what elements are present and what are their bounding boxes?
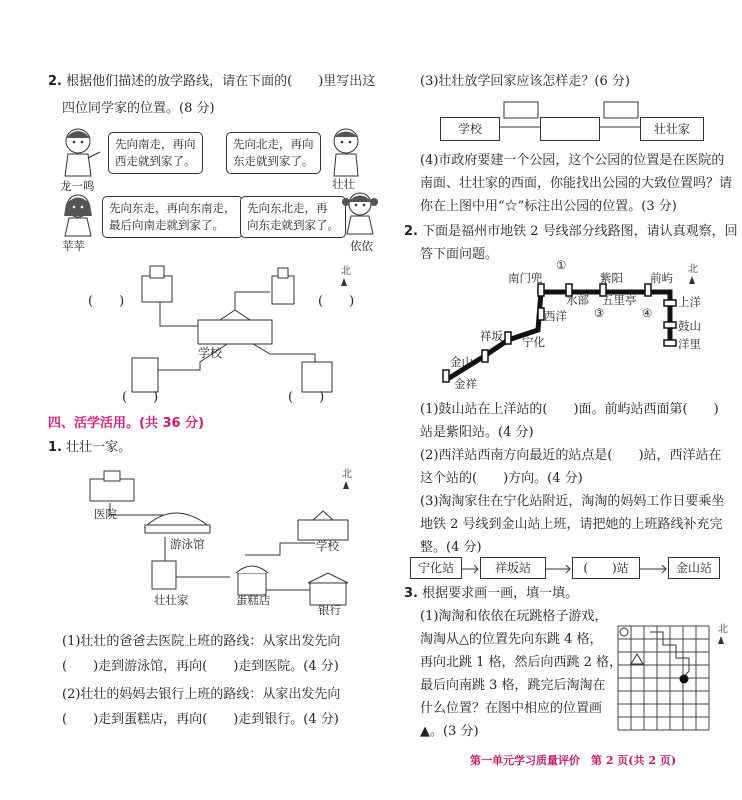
station-nanmendou: 南门兜 [508, 271, 543, 285]
circle-1: ① [556, 258, 567, 272]
metro-north: 北 [688, 264, 698, 275]
start-triangle [631, 654, 643, 664]
route-blank-box[interactable] [540, 117, 600, 141]
q1-4-line2: 南面、壮壮家的西面，你能找出公园的大致位置吗？请 [420, 176, 733, 191]
school-route-map [80, 262, 380, 402]
q3-title: 3. 根据要求画一画，填一填。 [404, 586, 579, 601]
name-longyiming: 龙一鸣 [60, 179, 95, 193]
page-footer: 第一单元学习质量评价 第 2 页(共 2 页) [470, 754, 677, 767]
q1-sub1-line2[interactable]: ( )走到游泳馆，再向( )走到医院。(4 分) [62, 659, 339, 674]
q3-line1: (1)淘淘和依依在玩跳格子游戏， [420, 609, 608, 624]
name-yiyi: 依依 [350, 239, 373, 253]
kid-yiyi [340, 190, 380, 236]
q2r-line2: 答下面问题。 [420, 247, 499, 262]
school-map-center-label: 学校 [198, 346, 223, 360]
kid-zhuangzhuang [326, 126, 366, 178]
station-ninghua: 宁化 [522, 335, 545, 349]
q1-sub2-line2[interactable]: ( )走到蛋糕店，再向( )走到银行。(4 分) [62, 712, 339, 727]
station-yangli: 洋里 [678, 337, 701, 351]
station-shangyang: 上洋 [678, 295, 701, 309]
q2r-sub3-line3: 整。(4 分) [420, 540, 482, 555]
route-ninghua-box: 宁化站 [410, 557, 462, 579]
station-shuibu: 水部 [566, 293, 589, 307]
blank-right-bottom[interactable]: ( ) [288, 390, 325, 405]
bubble-pingping: 先向东走，再向东南走， 最后向南走就到家了。 [102, 196, 243, 238]
q3-line4: 最后向南跳 3 格，跳完后淘淘在 [420, 678, 606, 693]
grid-north: 北 [718, 624, 728, 635]
blank-left-bottom[interactable]: ( ) [122, 390, 159, 405]
circle-4: ④ [642, 306, 653, 320]
q1-4-line1: (4)市政府要建一个公园，这个公园的位置是在医院的 [420, 153, 725, 168]
q1-title: 1. 壮壮一家。 [48, 440, 132, 455]
label-school: 学校 [316, 539, 339, 553]
station-wuliting: 五里亭 [602, 293, 637, 307]
hopscotch-grid[interactable] [614, 622, 734, 734]
q2-line1: 2. 根据他们描述的放学路线，请在下面的( )里写出这 [48, 74, 376, 89]
station-ziyang: 紫阳 [600, 271, 623, 285]
label-hospital: 医院 [94, 507, 117, 521]
label-bank: 银行 [318, 603, 341, 617]
kid-pingping [58, 192, 98, 238]
route-end-box: 壮壮家 [640, 117, 704, 141]
q3-line5: 什么位置？在图中相应的位置画 [420, 701, 603, 716]
kid-longyiming [58, 126, 104, 178]
bubble-longyiming: 先向南走，再向 西走就到家了。 [108, 132, 203, 174]
q3-line2: 淘淘从△的位置先向东跳 4 格， [420, 632, 603, 647]
blank-left-top[interactable]: ( ) [88, 294, 125, 309]
station-jinshan: 金山 [450, 355, 473, 369]
q2r-sub1-line1[interactable]: (1)鼓山站在上洋站的( )面。前屿站西面第( ) [420, 402, 719, 417]
station-xiangban: 祥坂 [480, 329, 503, 343]
q2r-sub3-line2: 地铁 2 号线到金山站上班，请把她的上班路线补充完 [420, 517, 723, 532]
bubble-zhuangzhuang: 先向北走，再向 东走就到家了。 [226, 132, 321, 174]
name-pingping: 苹苹 [62, 239, 85, 253]
station-jinxiang: 金祥 [454, 377, 477, 391]
route-start-box: 学校 [440, 117, 500, 141]
q1-4-line3: 你在上图中用“☆”标注出公园的位置。(3 分) [420, 199, 677, 214]
bubble-yiyi: 先向东北走，再 向东走就到家了。 [240, 196, 346, 238]
section4-title: 四、活学活用。(共 36 分) [48, 416, 205, 431]
label-home: 壮壮家 [154, 593, 189, 607]
q2r-sub1-line2: 站是紫阳站。(4 分) [420, 425, 534, 440]
q2r-sub3-line1: (3)淘淘家住在宁化站附近，淘淘的妈妈工作日要乘坐 [420, 494, 725, 509]
school-map-north: 北 [341, 266, 351, 277]
q3-line3: 再向北跳 1 格，然后向西跳 2 格， [420, 655, 623, 670]
q1-sub1-line1: (1)壮壮的爸爸去医院上班的路线：从家出发先向 [62, 634, 341, 649]
q2r-sub2-line2[interactable]: 这个站的( )方向。(4 分) [420, 471, 583, 486]
q2r-sub2-line1[interactable]: (2)西洋站西南方向最近的站点是( )站，西洋站在 [420, 448, 722, 463]
blank-right-top[interactable]: ( ) [318, 294, 355, 309]
label-pool: 游泳馆 [170, 537, 205, 551]
family-map-north: 北 [342, 469, 352, 480]
label-cake: 蛋糕店 [236, 593, 271, 607]
station-xiyang: 西洋 [544, 309, 567, 323]
station-qianyu: 前屿 [650, 271, 673, 285]
route-xiangban-box: 祥坂站 [480, 557, 546, 579]
q1-3-title: (3)壮壮放学回家应该怎样走？(6 分) [420, 74, 630, 89]
station-gushan: 鼓山 [678, 319, 701, 333]
circle-3: ③ [594, 306, 605, 320]
start-circle [620, 628, 628, 636]
q2-line2: 四位同学家的位置。(8 分) [62, 101, 215, 116]
q3-line6: ▲。(3 分) [420, 724, 479, 739]
q2r-line1: 2. 下面是福州市地铁 2 号线部分线路图，请认真观察，回 [404, 224, 738, 239]
end-dot [680, 675, 689, 684]
q2-number: 2. [48, 74, 62, 89]
name-zhuangzhuang: 壮壮 [332, 177, 355, 191]
q1-sub2-line1: (2)壮壮的妈妈去银行上班的路线：从家出发先向 [62, 687, 341, 702]
route-blank-station-box[interactable]: ( )站 [572, 557, 640, 579]
route-jinshan-box: 金山站 [668, 557, 720, 579]
